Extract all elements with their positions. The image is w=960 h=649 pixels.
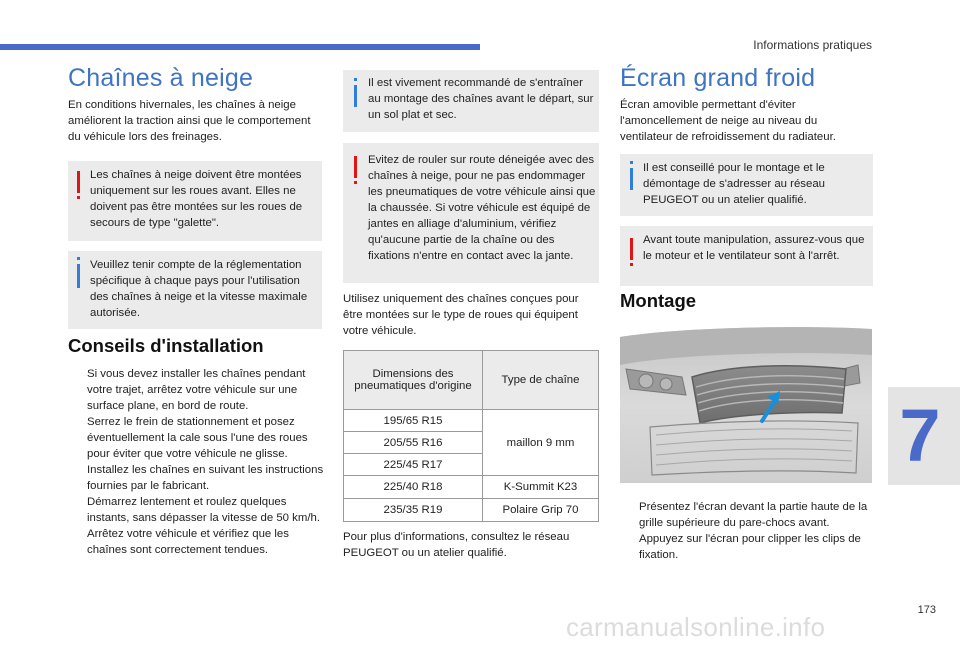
list-item: Démarrez lentement et roulez quelques instants, sans dépasser la vitesse de 50 km/h. bbox=[87, 496, 320, 524]
info-box-2 bbox=[343, 70, 599, 132]
header-dimensions: Dimensions des pneumatiques d'origine bbox=[344, 351, 483, 410]
list-item: Si vous devez installer les chaînes pendant votre trajet, arrêtez votre véhicule sur une surface plane, en bord de route. bbox=[87, 368, 306, 412]
header-chain-type: Type de chaîne bbox=[483, 351, 599, 410]
chapter-number: 7 bbox=[899, 394, 941, 477]
list-item: Arrêtez votre véhicule et vérifiez que les chaînes sont correctement tendues. bbox=[87, 528, 289, 556]
info-box-1 bbox=[68, 251, 322, 329]
chain-type-cell: Polaire Grip 70 bbox=[483, 499, 599, 522]
chain-usage-paragraph: Utilisez uniquement des chaînes conçues pour être montées sur le type de roues qui équipent votre véhicule. bbox=[343, 293, 579, 337]
warning-text-2: Evitez de rouler sur route déneigée avec des chaînes à neige, pour ne pas endommager les pneumatiques de votre véhicule ainsi que la chaussée. Si votre véhicule est équipé de jantes en alliage d'aluminium, vérifiez qu'aucune partie de la chaîne ou des fixations n'entre en contact avec la jante. bbox=[368, 154, 596, 262]
header-accent-bar bbox=[0, 44, 480, 50]
warning-box-3 bbox=[620, 226, 873, 286]
warning-icon bbox=[354, 156, 357, 178]
list-item: Installez les chaînes en suivant les instructions fournies par le fabricant. bbox=[87, 464, 324, 492]
warning-icon bbox=[77, 171, 80, 193]
section-label: Informations pratiques bbox=[753, 38, 872, 52]
info-text-3: Il est conseillé pour le montage et le démontage de s'adresser au réseau PEUGEOT ou un atelier qualifié. bbox=[643, 162, 826, 206]
warning-text-1: Les chaînes à neige doivent être montées uniquement sur les roues avant. Elles ne doivent pas être montées sur les roues de secours de type "galette". bbox=[90, 169, 303, 229]
watermark: carmanualsonline.info bbox=[566, 612, 826, 642]
warning-text-3: Avant toute manipulation, assurez-vous que le moteur et le ventilateur sont à l'arrêt. bbox=[643, 234, 865, 262]
table-row bbox=[344, 476, 599, 499]
subtitle-montage: Montage bbox=[620, 290, 697, 311]
info-text-2: Il est vivement recommandé de s'entraîner au montage des chaînes avant le départ, sur un sol plat et sec. bbox=[368, 77, 594, 121]
tire-size-cell: 205/55 R16 bbox=[344, 432, 483, 454]
warning-box-2 bbox=[343, 143, 599, 283]
info-icon bbox=[630, 168, 633, 190]
subtitle-conseils: Conseils d'installation bbox=[68, 335, 264, 356]
installation-steps bbox=[68, 366, 324, 558]
info-icon bbox=[77, 264, 80, 288]
page-number: 173 bbox=[917, 604, 936, 616]
table-row bbox=[344, 410, 599, 432]
chain-dimensions-table bbox=[343, 350, 599, 522]
list-item: Appuyez sur l'écran pour clipper les clips de fixation. bbox=[639, 533, 861, 561]
info-text-1: Veuillez tenir compte de la réglementation spécifique à chaque pays pour l'utilisation des chaînes à neige et la vitesse maximale autorisée. bbox=[90, 259, 308, 319]
table-row bbox=[344, 499, 599, 522]
intro-ecran: Écran amovible permettant d'éviter l'amoncellement de neige au niveau du ventilateur de refroidissement du radiateur. bbox=[620, 99, 836, 143]
chain-type-cell: maillon 9 mm bbox=[483, 410, 599, 476]
info-box-3 bbox=[620, 154, 873, 216]
table-header-row bbox=[344, 351, 599, 410]
tire-size-cell: 225/40 R18 bbox=[344, 476, 483, 499]
tire-size-cell: 195/65 R15 bbox=[344, 410, 483, 432]
chain-type-cell: K-Summit K23 bbox=[483, 476, 599, 499]
warning-box-1 bbox=[68, 161, 322, 241]
car-front-grille-illustration bbox=[620, 325, 872, 483]
tire-size-cell: 235/35 R19 bbox=[344, 499, 483, 522]
warning-icon bbox=[630, 238, 633, 260]
tire-size-cell: 225/45 R17 bbox=[344, 454, 483, 476]
title-chaines-a-neige: Chaînes à neige bbox=[68, 64, 254, 92]
intro-chaines: En conditions hivernales, les chaînes à neige améliorent la traction ainsi que le comportement du véhicule lors des freinages. bbox=[68, 99, 311, 143]
more-info-paragraph: Pour plus d'informations, consultez le réseau PEUGEOT ou un atelier qualifié. bbox=[343, 531, 570, 559]
list-item: Présentez l'écran devant la partie haute de la grille supérieure du pare-chocs avant. bbox=[639, 501, 868, 529]
info-icon bbox=[354, 85, 357, 107]
list-item: Serrez le frein de stationnement et posez éventuellement la cale sous l'une des roues pour éviter que votre véhicule ne glisse. bbox=[87, 416, 308, 460]
title-ecran-grand-froid: Écran grand froid bbox=[620, 64, 816, 92]
montage-steps bbox=[620, 499, 876, 563]
